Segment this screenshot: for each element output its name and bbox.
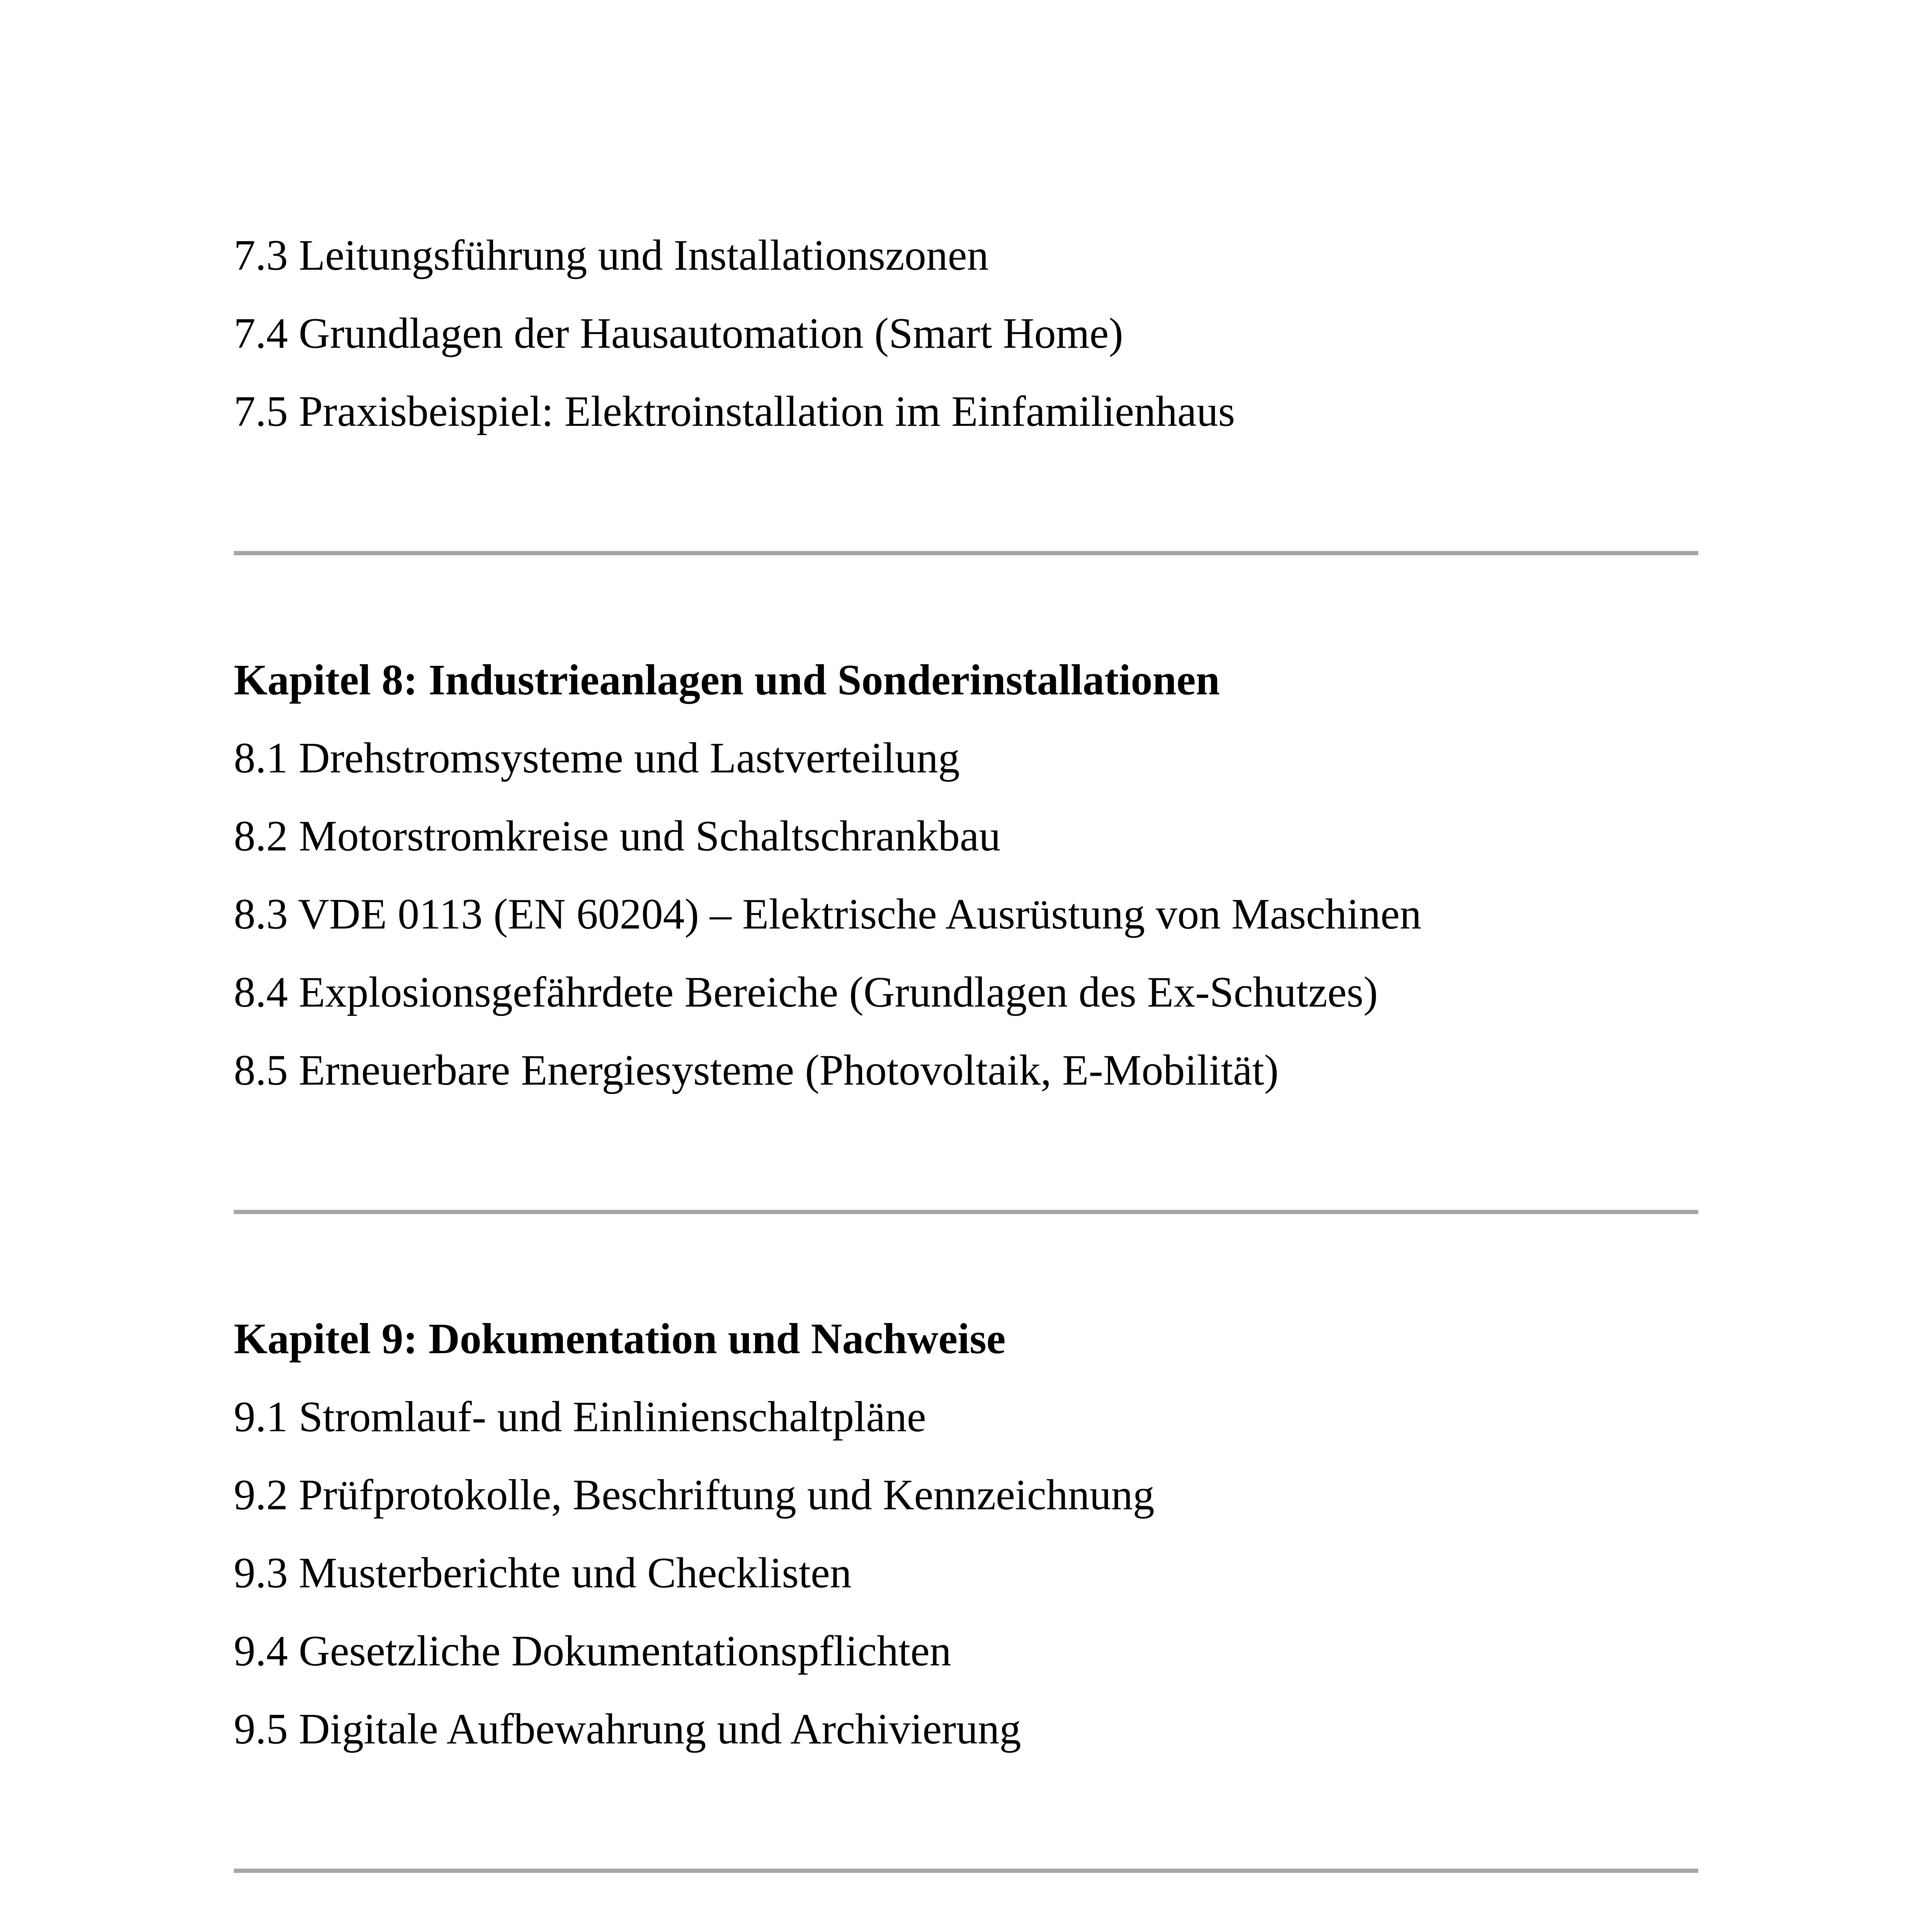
section-divider xyxy=(234,551,1698,555)
toc-entry: 9.2 Prüfprotokolle, Beschriftung und Kennzeichnung xyxy=(234,1471,1155,1519)
toc-entry: 8.1 Drehstromsysteme und Lastverteilung xyxy=(234,734,960,782)
toc-entry: 7.3 Leitungsführung und Installationszonen xyxy=(234,231,989,279)
chapter-heading: Kapitel 9: Dokumentation und Nachweise xyxy=(234,1315,1006,1363)
toc-entry: 7.5 Praxisbeispiel: Elektroinstallation im Einfamilienhaus xyxy=(234,388,1235,435)
chapter-8-section xyxy=(234,641,1698,1109)
chapter-heading: Kapitel 8: Industrieanlagen und Sonderinstallationen xyxy=(234,656,1220,704)
section-divider xyxy=(234,1210,1698,1214)
toc-intro-section xyxy=(234,216,1698,451)
toc-entry: 9.4 Gesetzliche Dokumentationspflichten xyxy=(234,1627,951,1675)
toc-entry: 9.5 Digitale Aufbewahrung und Archivierung xyxy=(234,1705,1021,1753)
toc-entry: 8.5 Erneuerbare Energiesysteme (Photovoltaik, E-Mobilität) xyxy=(234,1046,1279,1094)
toc-entry: 9.3 Musterberichte und Checklisten xyxy=(234,1549,852,1597)
toc-entry: 7.4 Grundlagen der Hausautomation (Smart Home) xyxy=(234,310,1123,357)
toc-entry: 9.1 Stromlauf- und Einlinienschaltpläne xyxy=(234,1393,926,1441)
toc-entry: 8.3 VDE 0113 (EN 60204) – Elektrische Ausrüstung von Maschinen xyxy=(234,890,1422,938)
toc-entry: 8.4 Explosionsgefährdete Bereiche (Grundlagen des Ex-Schutzes) xyxy=(234,968,1378,1016)
table-of-contents xyxy=(234,216,1698,1932)
section-divider xyxy=(234,1869,1698,1873)
toc-entry: 8.2 Motorstromkreise und Schaltschrankbau xyxy=(234,812,1001,860)
chapter-9-section xyxy=(234,1300,1698,1768)
